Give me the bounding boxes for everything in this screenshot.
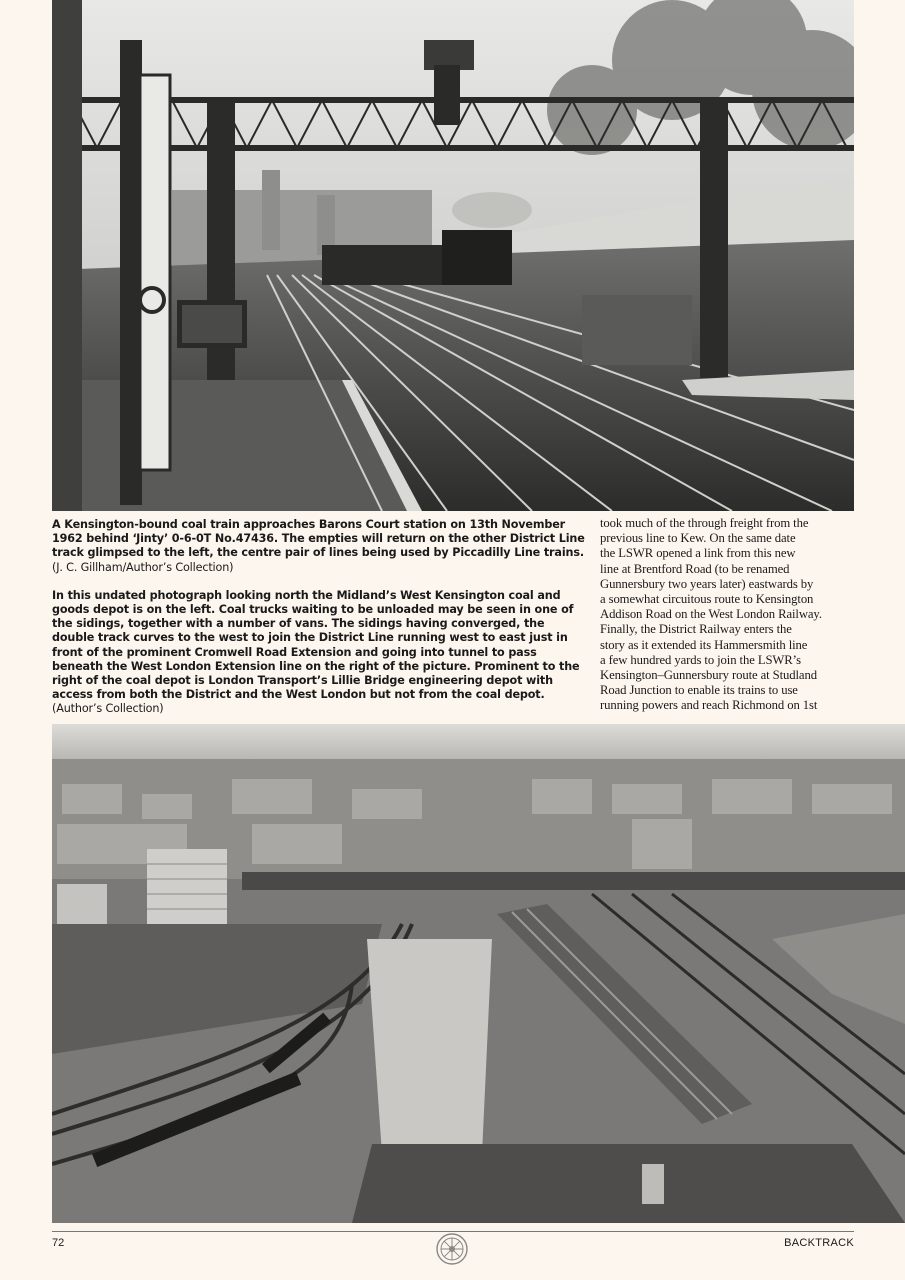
page-number: 72 [52,1237,65,1249]
body-line: the LSWR opened a link from this new [600,546,796,561]
body-line: Road Junction to enable its trains to use [600,683,798,698]
photo-barons-court [52,0,854,511]
railway-station-photo-icon [52,0,854,511]
caption-barons-court-text: A Kensington-bound coal train approaches Barons Court station on 13th November 1962 behind ‘Jinty’ 0-6-0T No.47436. The empties will return on the other District Line track glimpsed to the left, the centre pair of lines being used by Piccadilly Line trains. [52,518,585,560]
aerial-goods-depot-photo-icon [52,724,905,1223]
body-line: Gunnersbury two years later) eastwards by [600,576,814,591]
captions-column [52,518,590,717]
caption-barons-court [52,518,590,575]
body-line: previous line to Kew. On the same date [600,531,796,546]
caption-coal-depot-text: In this undated photograph looking north the Midland’s West Kensington coal and goods depot is on the left. Coal trucks waiting to be unloaded may be seen in one of the sidings, together with a number of vans. The sidings having converged, the double track curves to the west to join the District Line running west to east just in front of the prominent Cromwell Road Extension and going into tunnel to pass beneath the West London Extension line on the right of the picture. Prominent to the right of the coal depot is London Transport’s Lillie Bridge engineering depot with access from both the District and the West London but not from the coal depot. [52,588,580,702]
magazine-name: BACKTRACK [784,1237,854,1249]
body-line: running powers and reach Richmond on 1st [600,698,818,713]
body-line: line at Brentford Road (to be renamed [600,561,790,576]
body-line: a somewhat circuitous route to Kensington [600,592,814,607]
caption-coal-depot-credit: (Author’s Collection) [52,702,164,716]
body-line: story as it extended its Hammersmith line [600,637,808,652]
body-line: took much of the through freight from the [600,516,809,530]
article-body-column [600,516,854,714]
wheel-emblem-icon [435,1232,469,1266]
caption-barons-court-credit: (J. C. Gillham/Author’s Collection) [52,560,234,574]
body-line: Finally, the District Railway enters the [600,622,792,637]
body-line: a few hundred yards to join the LSWR’s [600,652,801,667]
caption-coal-depot [52,589,590,717]
body-line: Kensington–Gunnersbury route at Studland [600,668,817,683]
photo-west-kensington-depot [52,724,905,1223]
body-line: Addison Road on the West London Railway. [600,607,822,622]
